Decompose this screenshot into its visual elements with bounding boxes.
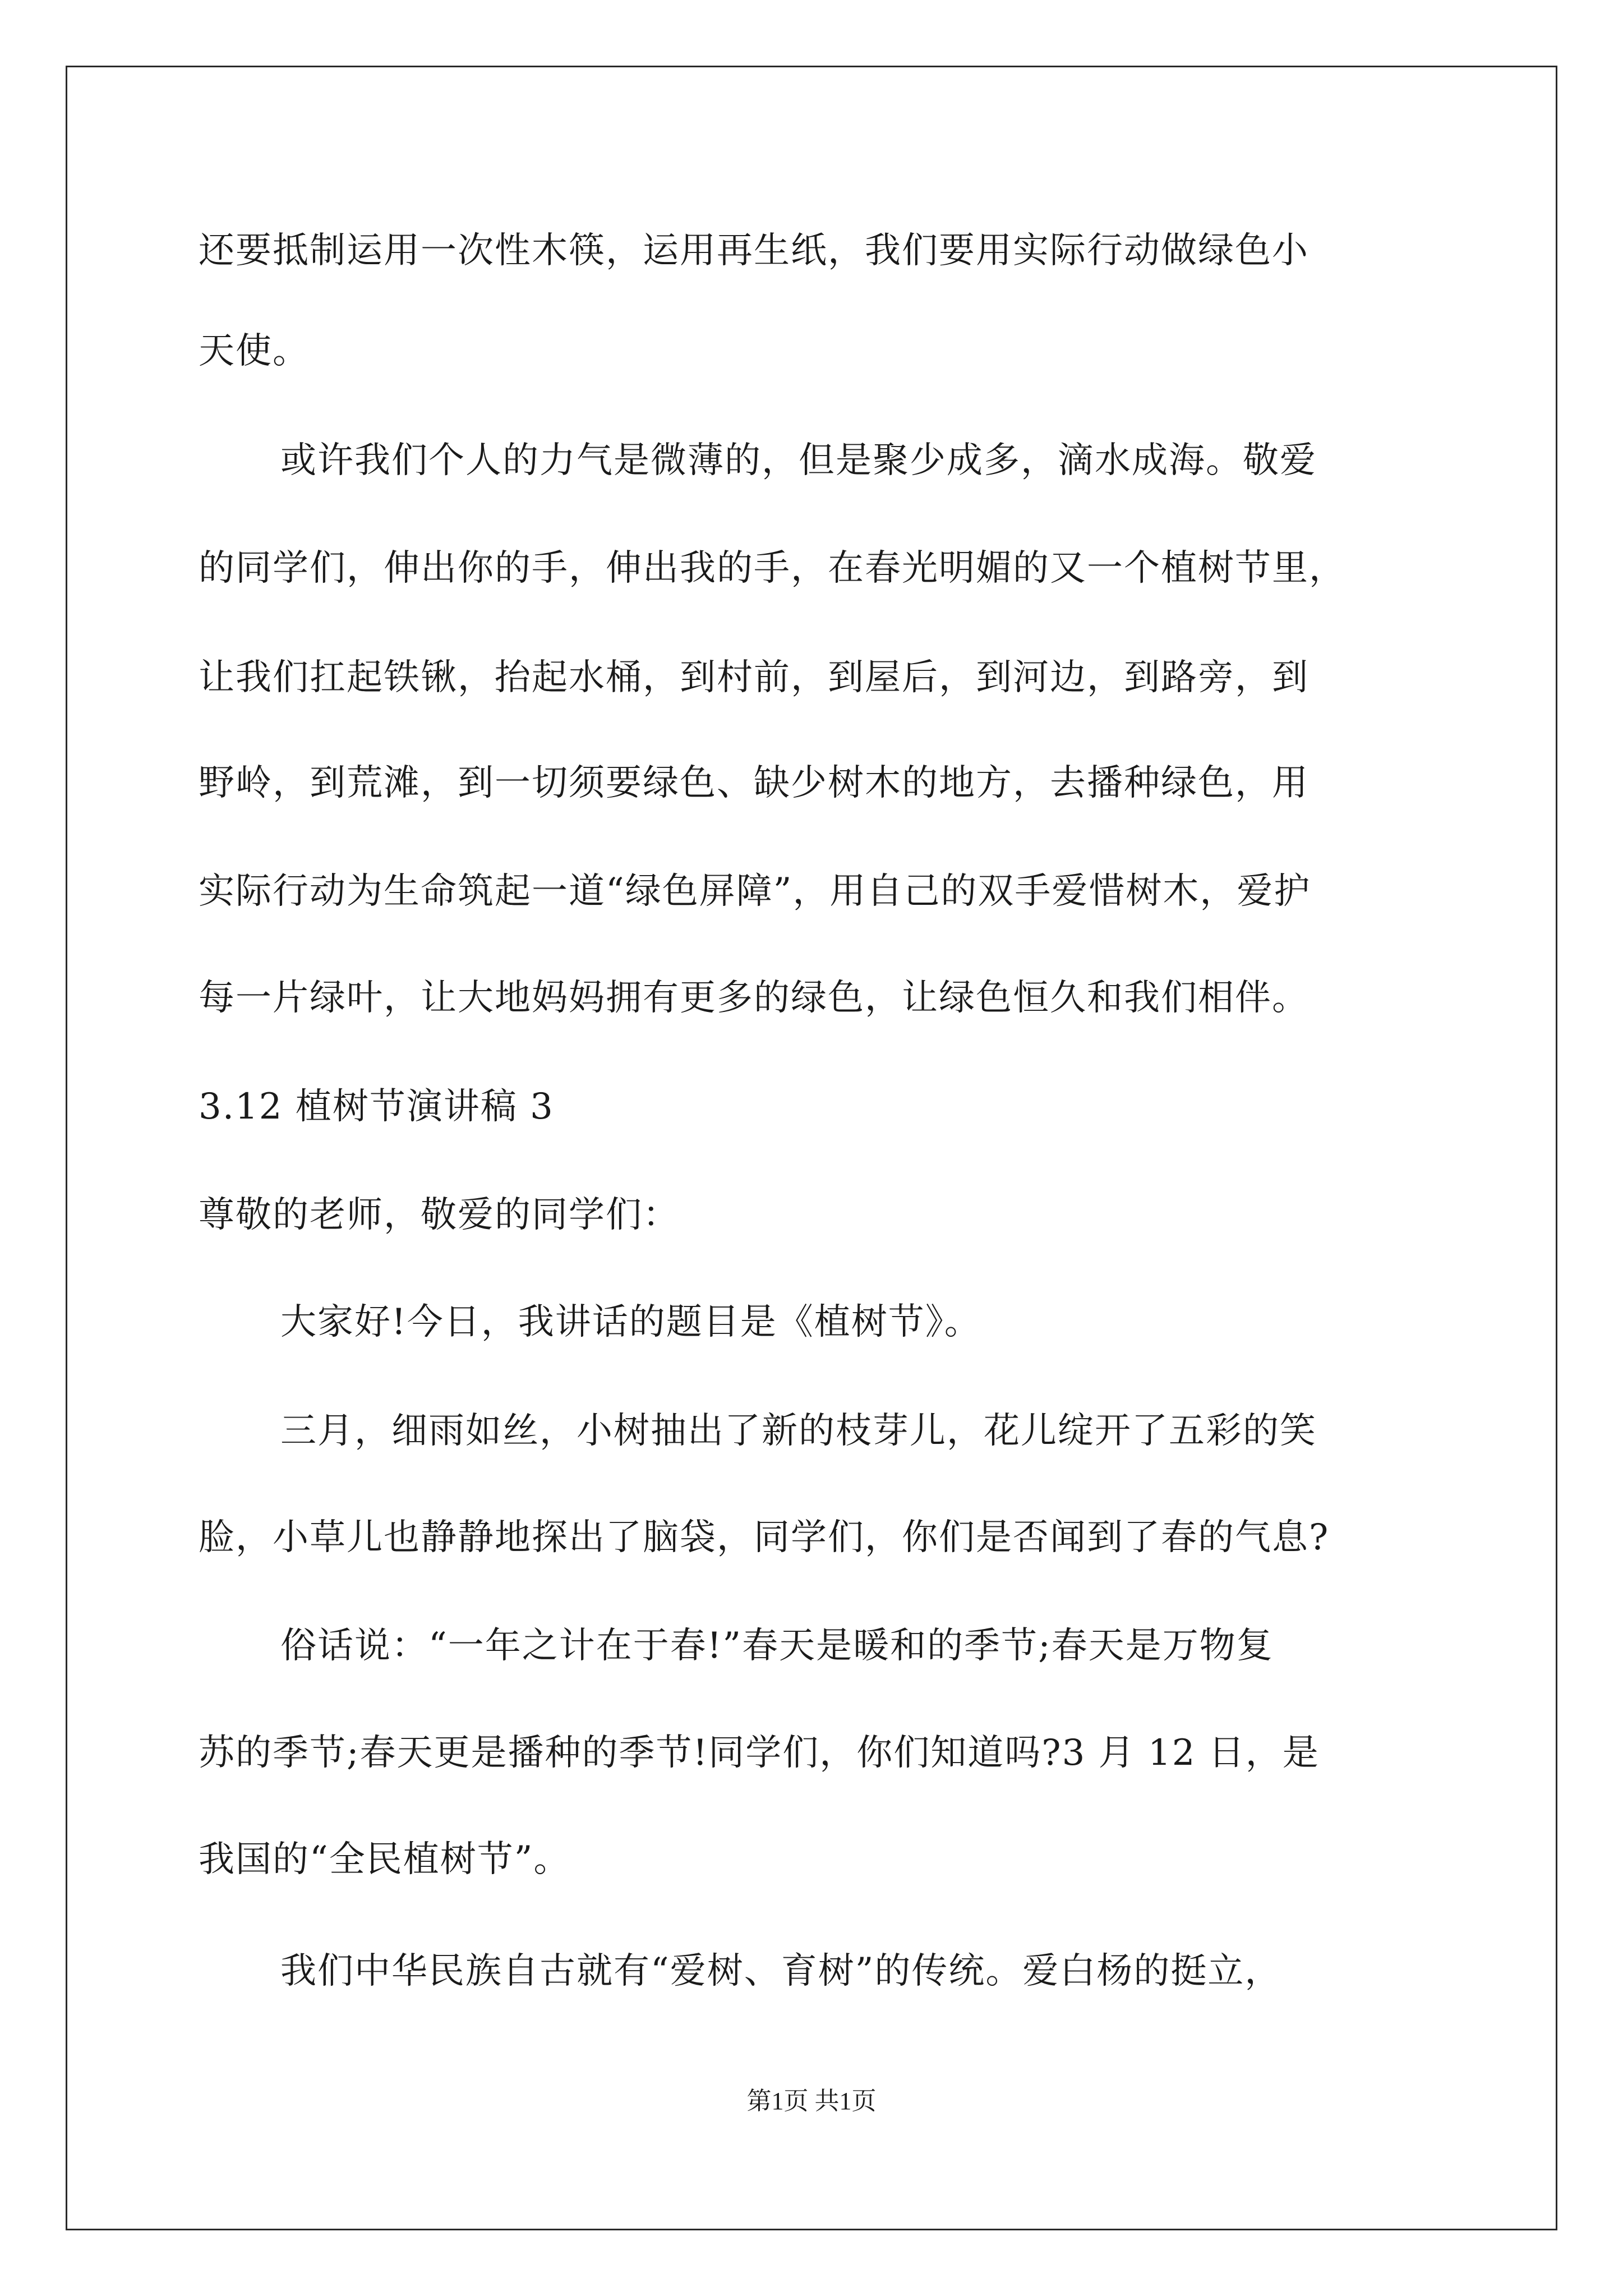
- text-line: 脸，小草儿也静静地探出了脑袋，同学们，你们是否闻到了春的气息?: [199, 1517, 1330, 1558]
- text-line: 每一片绿叶，让大地妈妈拥有更多的绿色，让绿色恒久和我们相伴。: [199, 977, 1309, 1019]
- text-line: 或许我们个人的力气是微薄的，但是聚少成多，滴水成海。敬爱: [280, 440, 1317, 481]
- text-line: 我们中华民族自古就有“爱树、育树”的传统。爱白杨的挺立，: [280, 1950, 1282, 1992]
- text-line: 还要抵制运用一次性木筷，运用再生纸，我们要用实际行动做绿色小: [199, 230, 1309, 272]
- text-line: 的同学们，伸出你的手，伸出我的手，在春光明媚的又一个植树节里，: [199, 547, 1346, 589]
- page-footer: 第1页 共1页: [746, 2087, 877, 2115]
- text-line: 大家好!今日，我讲话的题目是《植树节》。: [280, 1301, 981, 1343]
- text-line: 实际行动为生命筑起一道“绿色屏障”，用自己的双手爱惜树木，爱护: [199, 871, 1311, 912]
- text-line: 我国的“全民植树节”。: [199, 1839, 571, 1880]
- page-border: [66, 66, 1557, 2230]
- text-line: 三月，细雨如丝，小树抽出了新的枝芽儿，花儿绽开了五彩的笑: [280, 1410, 1317, 1452]
- text-line: 天使。: [199, 330, 310, 372]
- salutation: 尊敬的老师，敬爱的同学们：: [199, 1194, 680, 1236]
- section-heading: 3.12 植树节演讲稿 3: [199, 1086, 554, 1128]
- text-line: 俗话说：“一年之计在于春!”春天是暖和的季节;春天是万物复: [280, 1625, 1274, 1667]
- text-line: 苏的季节;春天更是播种的季节!同学们，你们知道吗?3 月 12 日，是: [199, 1732, 1320, 1774]
- text-line: 野岭，到荒滩，到一切须要绿色、缺少树木的地方，去播种绿色，用: [199, 762, 1309, 804]
- text-line: 让我们扛起铁锹，抬起水桶，到村前，到屋后，到河边，到路旁，到: [199, 657, 1309, 698]
